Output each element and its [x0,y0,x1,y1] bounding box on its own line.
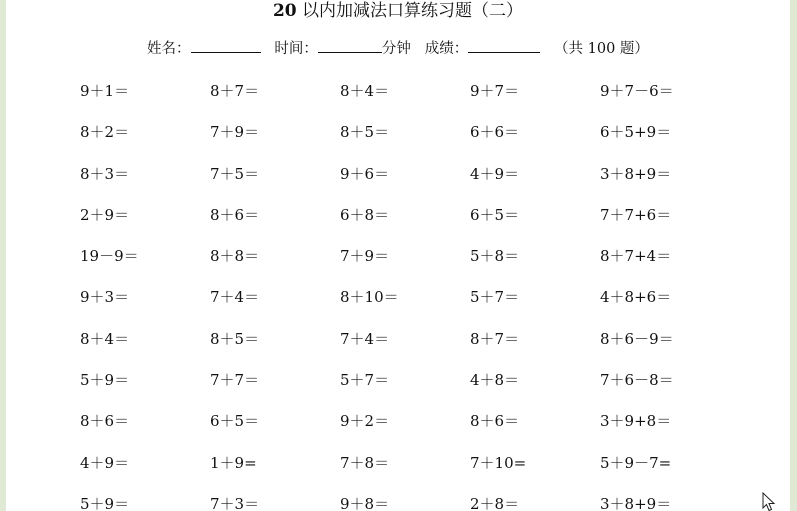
time-unit: 分钟 [381,41,411,57]
math-problem: 6＋5+9＝ [600,123,672,142]
math-problem: 7＋4＝ [340,329,390,348]
math-problem: 9＋8＝ [340,494,390,511]
math-problem: 3＋9+8＝ [600,412,672,431]
math-problem: 8＋6＝ [470,412,520,431]
math-problem: 8＋6＝ [210,205,260,224]
score-label: 成绩： [424,41,469,57]
math-problem: 8＋4＝ [80,329,130,348]
math-problem: 19－9＝ [80,247,139,266]
math-problem: 8＋6－9＝ [600,329,674,348]
math-problem: 8＋2＝ [80,123,130,142]
math-problem: 5＋9＝ [80,371,130,390]
math-problem: 7＋6－8＝ [600,371,674,390]
math-problem: 9＋1＝ [80,82,130,100]
title-number: 20 [272,1,297,21]
time-label: 时间： [274,41,318,57]
math-problem: 9＋3＝ [80,288,130,307]
score-blank [468,38,540,53]
math-problem: 8＋8＝ [210,247,260,266]
math-problem: 4＋8＝ [470,371,520,390]
math-problem: 8＋5＝ [210,329,260,348]
math-problem: 7＋8＝ [340,453,390,472]
math-problem: 6＋5＝ [210,412,260,431]
math-problem: 8＋10＝ [340,288,399,307]
math-problem: 1＋9= [210,453,257,472]
math-problem: 7＋10= [470,453,527,472]
student-info-line [6,38,790,59]
math-problem: 4＋9＝ [80,453,130,472]
math-problem: 9＋6＝ [340,164,390,183]
math-problem: 8＋7＝ [470,329,520,348]
math-problem: 4＋8+6＝ [600,288,672,307]
math-problem: 2＋9＝ [80,205,130,224]
math-problem: 5＋7＝ [340,371,390,390]
math-problem: 9＋7－6＝ [600,82,674,100]
math-problem: 7＋5＝ [210,164,260,183]
math-problem: 6＋8＝ [340,205,390,224]
time-blank [318,38,382,53]
math-problem: 7＋9＝ [340,247,390,266]
math-problem: 9＋2＝ [340,412,390,431]
math-problem: 7＋7+6＝ [600,205,672,224]
math-problem: 6＋6＝ [470,123,520,142]
math-problem: 7＋7＝ [210,371,260,390]
math-problem: 5＋7＝ [470,288,520,307]
math-problem: 7＋3＝ [210,494,260,511]
math-problem: 5＋9－7= [600,453,672,472]
math-problem: 8＋7＝ [210,82,260,100]
math-problem: 2＋8＝ [470,494,520,511]
name-label: 姓名： [147,41,191,57]
math-problem: 7＋9＝ [210,123,260,142]
math-problem: 7＋4＝ [210,288,260,307]
math-problem: 8＋4＝ [340,82,390,100]
math-problem: 5＋9＝ [80,494,130,511]
math-problem: 6＋5＝ [470,205,520,224]
math-problem: 3＋8+9＝ [600,164,672,183]
title-text: 以内加减法口算练习题（二） [302,1,524,21]
worksheet-page [6,0,790,511]
math-problem: 8＋6＝ [80,412,130,431]
math-problem: 4＋9＝ [470,164,520,183]
math-problem: 9＋7＝ [470,82,520,100]
math-problem: 8＋7+4＝ [600,247,672,266]
total-note: （共 100 题） [554,41,649,57]
math-problem: 3＋8+9＝ [600,494,672,511]
math-problem: 5＋8＝ [470,247,520,266]
name-blank [191,38,261,53]
mouse-pointer-icon [762,492,776,511]
page-title [6,0,790,22]
math-problem: 8＋5＝ [340,123,390,142]
math-problem: 8＋3＝ [80,164,130,183]
